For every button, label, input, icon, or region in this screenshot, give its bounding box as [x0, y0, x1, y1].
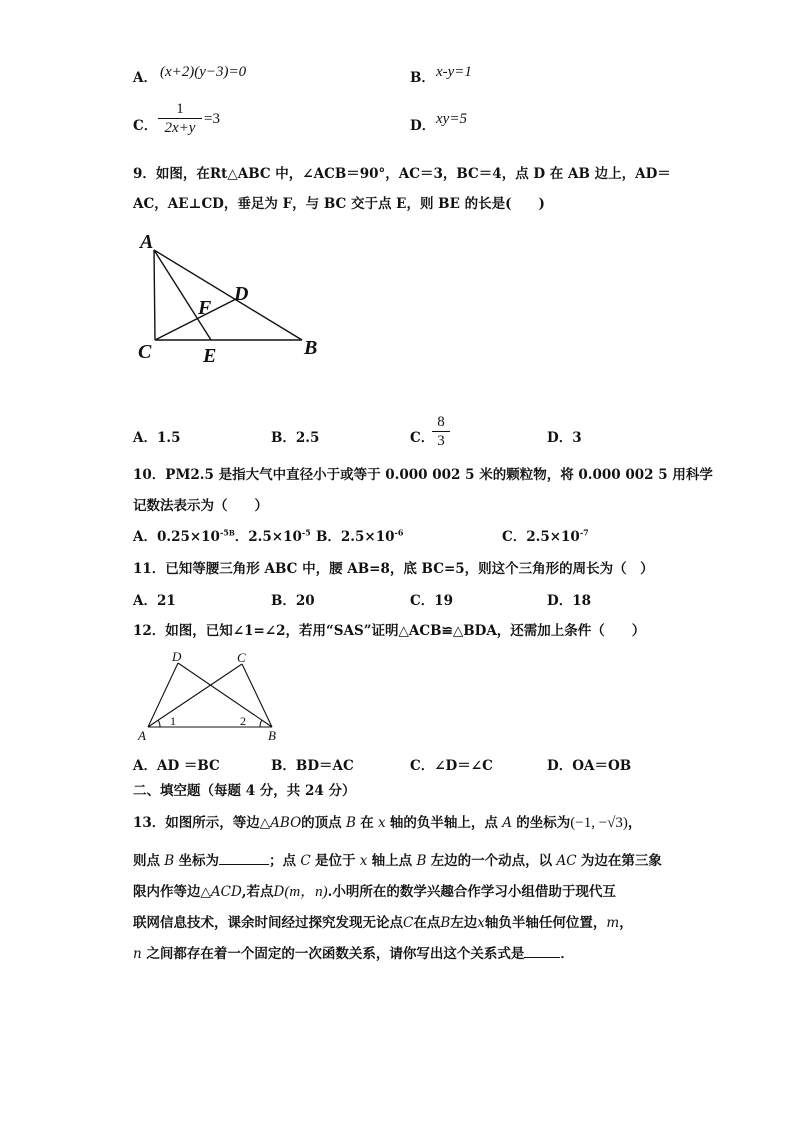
q9-label-b: B	[304, 337, 318, 359]
q9-option-a: A．1.5	[133, 430, 181, 446]
q13-point-b: B	[345, 815, 356, 831]
q10-option-a	[133, 525, 311, 545]
q12-option-a: A．AD ＝BC	[133, 758, 220, 774]
q9-segment-ac	[154, 250, 155, 340]
q13-point-c: C	[300, 853, 311, 869]
q10-stem-line2: 记数法表示为（ ）	[133, 498, 268, 514]
q11-option-c: C．19	[410, 593, 454, 609]
q8-option-b-expr: x-y=1	[436, 64, 472, 80]
q8-option-c-fraction	[158, 100, 202, 137]
q8-option-d-label: D．	[410, 118, 436, 134]
q13-text: 左边的一个动点，以	[430, 853, 553, 869]
q13-axis-x: x	[477, 915, 485, 931]
q9-option-d: D．3	[547, 430, 582, 446]
q8-option-d-expr: xy=5	[436, 111, 467, 127]
q9-option-b: B．2.5	[271, 430, 320, 446]
q10-option-c-exponent: -7	[579, 527, 589, 538]
q12-option-d: D．OA＝OB	[547, 758, 632, 774]
q8-option-c-denominator: 2x+y	[164, 120, 196, 136]
q13-text: .小明所在的数学兴趣合作学习小组借助于现代互	[327, 884, 616, 900]
q13-line5	[133, 942, 574, 962]
q13-text: 在	[360, 815, 374, 831]
q12-option-c: C．∠D＝∠C	[410, 758, 493, 774]
q8-option-a-label: A．	[133, 70, 157, 86]
q9-option-c-label: C．	[410, 430, 435, 446]
q13-answer-blank-1[interactable]	[219, 864, 269, 865]
q9-stem-line1: 9．如图，在Rt△ABC 中，∠ACB＝90°，AC＝3，BC＝4，点 D 在 AB 边上，AD＝	[133, 166, 671, 182]
q10-option-a-tail-exponent: -5	[301, 527, 311, 538]
q12-label-a: A	[138, 728, 146, 743]
q13-triangle-abo: △ABO	[259, 815, 302, 831]
q13-point-b: B	[440, 915, 451, 931]
q9-label-d: D	[234, 283, 249, 305]
q10-option-b	[316, 525, 403, 545]
q13-point-b: B	[416, 853, 427, 869]
q10-option-c-base: C．2.5×10	[502, 529, 580, 545]
q13-text: 左边	[450, 915, 478, 931]
q9-label-a: A	[140, 231, 154, 253]
q13-text: 则点	[133, 853, 160, 869]
q13-text: ．	[560, 946, 574, 962]
q13-text: ；点	[269, 853, 297, 869]
q12-label-b: B	[268, 728, 276, 743]
q10-option-c	[502, 525, 589, 545]
q12-quadrilateral-figure	[130, 645, 290, 745]
q10-option-b-base: B．2.5×10	[316, 529, 395, 545]
q12-angle-1-arc	[158, 720, 160, 727]
q12-angle-1-label: 1	[170, 714, 176, 728]
q8-option-c-label: C．	[133, 118, 158, 134]
q9-option-c-fraction	[432, 413, 450, 450]
q12-segment-bd	[178, 663, 272, 727]
q11-option-d: D．18	[547, 593, 591, 609]
q12-segment-bc	[242, 664, 272, 727]
q13-text: 轴的负半轴上，点	[389, 815, 498, 831]
q13-axis-x: x	[377, 815, 386, 831]
q9-triangle-figure	[130, 228, 330, 378]
q10-option-a-exponent: -5	[219, 527, 229, 538]
q10-stray-b: B	[228, 528, 235, 538]
q13-variable-m: m	[606, 915, 620, 931]
q13-line1	[133, 811, 641, 832]
q8-option-c-numerator: 1	[176, 101, 184, 117]
q11-option-a: A．21	[133, 593, 176, 609]
q13-triangle-acd: △ACD	[200, 884, 242, 900]
q13-text: 的坐标为	[516, 815, 571, 831]
q12-stem: 12．如图，已知∠1=∠2，若用“SAS”证明△ACB≌△BDA，还需加上条件（ ）	[133, 623, 646, 639]
q13-variable-n: n	[133, 946, 142, 962]
q13-line3	[133, 880, 616, 901]
q10-stem-line1: 10．PM2.5 是指大气中直径小于或等于 0.000 002 5 米的颗粒物，将 0.000 002 5 用科学	[133, 467, 713, 483]
q13-text: 为边在第三象	[580, 853, 662, 869]
q11-option-b: B．20	[271, 593, 315, 609]
q12-segment-ac	[148, 664, 242, 727]
q12-label-d: D	[172, 649, 182, 664]
q13-text: 联网信息技术，课余时间经过探究发现无论点	[133, 915, 403, 931]
q13-text: 是位于	[314, 853, 356, 869]
q13-text: 的顶点	[301, 815, 342, 831]
q13-text: 之间都存在着一个固定的一次函数关系，请你写出这个关系式是	[146, 946, 525, 962]
q13-point-b: B	[164, 853, 175, 869]
q12-angle-2-arc	[260, 720, 262, 727]
q9-option-c-numerator: 8	[437, 414, 445, 430]
q13-text: ，	[627, 815, 642, 831]
q9-option-c-denominator: 3	[437, 433, 445, 449]
q13-segment-ac: AC	[556, 853, 577, 869]
q13-point-a: A	[502, 815, 512, 831]
q13-text: ,若点	[241, 884, 274, 900]
q10-option-b-exponent: -6	[394, 527, 404, 538]
q8-option-c-rhs: =3	[204, 111, 220, 127]
q12-angle-2-label: 2	[240, 714, 246, 728]
q9-segment-cd	[155, 298, 238, 340]
q8-option-a-expr: (x+2)(y−3)=0	[160, 64, 247, 80]
q12-option-b: B．BD＝AC	[271, 758, 354, 774]
q13-text: 轴负半轴任何位置，	[484, 915, 607, 931]
q13-text: ，	[619, 915, 633, 931]
q13-line2	[133, 849, 662, 869]
q12-label-c: C	[237, 650, 246, 665]
q13-text: 在点	[413, 915, 441, 931]
q13-coordinate-d: (m，n)	[284, 884, 328, 900]
q9-label-c: C	[138, 341, 152, 363]
q10-option-a-base: A．0.25×10	[133, 529, 220, 545]
q13-axis-x: x	[359, 853, 368, 869]
q13-text: 限内作等边	[133, 884, 201, 900]
q13-point-d: D	[273, 884, 285, 900]
q13-text: 轴上点	[371, 853, 413, 869]
q10-option-a-tail: ．2.5×10	[234, 529, 302, 545]
q13-text: 坐标为	[178, 853, 220, 869]
q9-label-f: F	[198, 297, 212, 319]
q13-line4	[133, 911, 633, 931]
q9-segment-ab	[154, 250, 302, 340]
section-title-fill-in: 二、填空题（每题 4 分，共 24 分）	[133, 783, 356, 799]
q13-coordinate-a: (−1, −√3)	[570, 815, 628, 831]
q13-answer-blank-2[interactable]	[524, 957, 560, 958]
q13-text: 13．如图所示，等边	[133, 815, 260, 831]
q8-option-b-label: B．	[410, 70, 435, 86]
q9-stem-line2: AC，AE⊥CD，垂足为 F，与 BC 交于点 E，则 BE 的长是( )	[133, 196, 545, 212]
q11-stem: 11．已知等腰三角形 ABC 中，腰 AB=8，底 BC=5，则这个三角形的周长为（ ）	[133, 561, 654, 577]
q9-label-e: E	[203, 345, 217, 367]
q13-point-c: C	[403, 915, 414, 931]
